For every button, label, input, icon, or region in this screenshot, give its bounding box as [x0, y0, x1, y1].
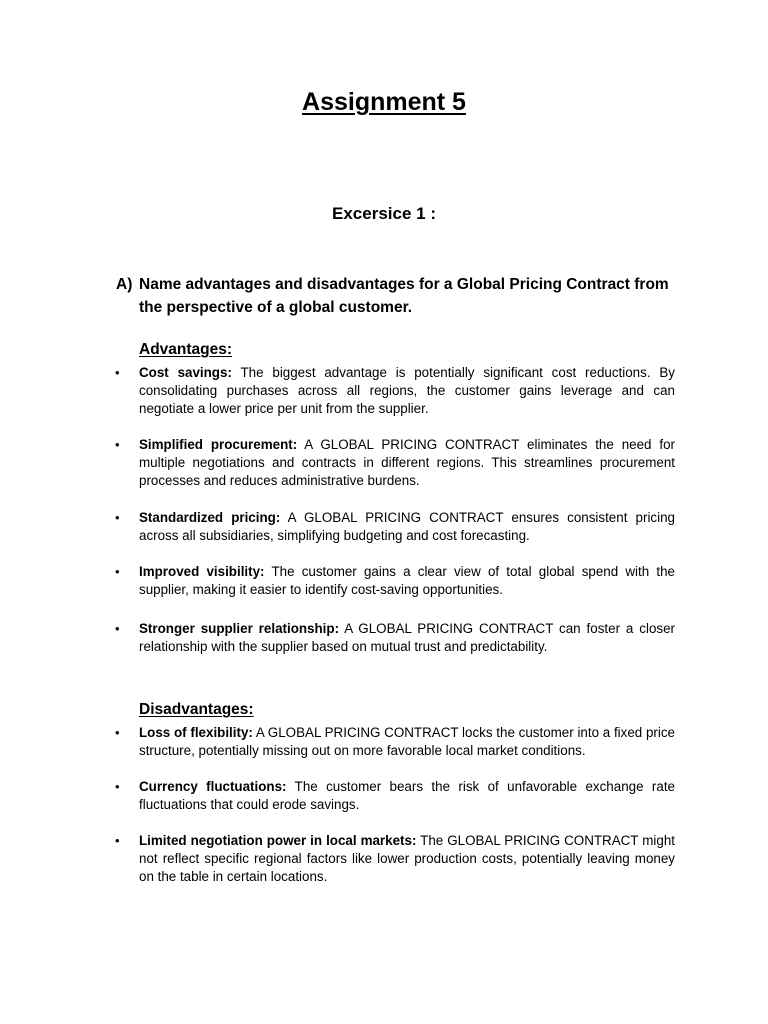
item-text: The GLOBAL PRICING CONTRACT might not reflect specific regional factors like lower production costs, potentially leaving money on the table in certain locations. [139, 833, 675, 884]
item-term: Loss of flexibility: [139, 725, 253, 740]
bullet-icon: • [115, 725, 120, 740]
item-text: A GLOBAL PRICING CONTRACT eliminates the need for multiple negotiations and contracts in different regions. This streamlines procurement processes and reduces administrative burdens. [139, 437, 675, 488]
bullet-icon: • [115, 564, 120, 579]
bullet-icon: • [115, 779, 120, 794]
bullet-icon: • [115, 510, 120, 525]
bullet-icon: • [115, 833, 120, 848]
item-term: Stronger supplier relationship: [139, 621, 340, 636]
question-text: Name advantages and disadvantages for a Global Pricing Contract from the perspective of a global customer. [139, 276, 669, 316]
list-item [115, 724, 675, 760]
list-item [115, 778, 675, 814]
question-letter: A) [116, 276, 133, 293]
list-item [115, 620, 675, 656]
item-text: A GLOBAL PRICING CONTRACT locks the customer into a fixed price structure, potentially missing out on more favorable local market conditions. [139, 725, 675, 758]
document-title: Assignment 5 [302, 88, 466, 116]
advantages-heading: Advantages: [139, 341, 233, 358]
item-term: Improved visibility: [139, 564, 265, 579]
item-term: Limited negotiation power in local markets: [139, 833, 417, 848]
item-term: Simplified procurement: [139, 437, 298, 452]
item-term: Cost savings: [139, 365, 232, 380]
item-text: The customer bears the risk of unfavorable exchange rate fluctuations that could erode savings. [139, 779, 675, 812]
disadvantages-heading: Disadvantages: [139, 701, 254, 718]
exercise-heading: Excersice 1 : [332, 204, 436, 223]
question-a [116, 273, 676, 319]
item-text: A GLOBAL PRICING CONTRACT can foster a closer relationship with the supplier based on mutual trust and predictability. [139, 621, 675, 654]
item-term: Currency fluctuations: [139, 779, 287, 794]
bullet-icon: • [115, 365, 120, 380]
list-item [115, 509, 675, 545]
item-term: Standardized pricing: [139, 510, 281, 525]
item-text: The biggest advantage is potentially significant cost reductions. By consolidating purchases across all regions, the customer gains leverage and can negotiate a lower price per unit from the supplier. [139, 365, 675, 416]
bullet-icon: • [115, 621, 120, 636]
list-item [115, 364, 675, 418]
list-item [115, 832, 675, 886]
item-text: The customer gains a clear view of total global spend with the supplier, making it easier to identify cost-saving opportunities. [139, 564, 675, 597]
bullet-icon: • [115, 437, 120, 452]
list-item [115, 563, 675, 599]
item-text: A GLOBAL PRICING CONTRACT ensures consistent pricing across all subsidiaries, simplifying budgeting and cost forecasting. [139, 510, 675, 543]
list-item [115, 436, 675, 490]
